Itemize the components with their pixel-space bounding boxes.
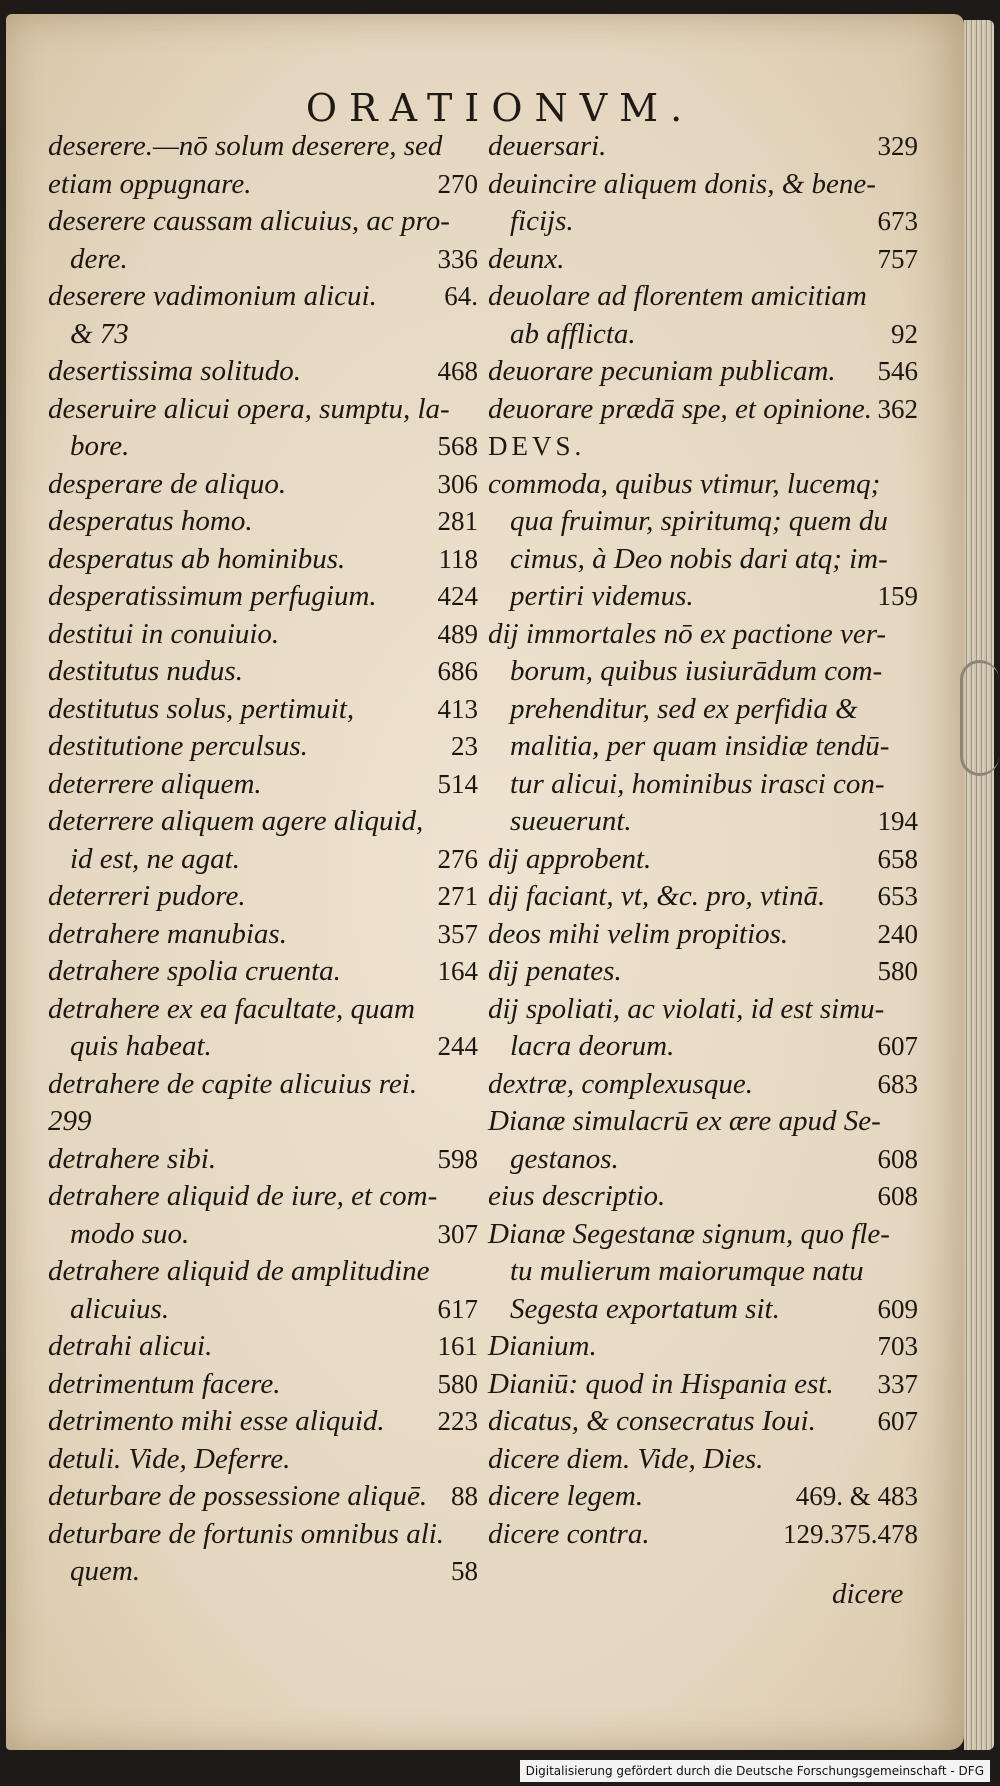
index-entry — [48, 128, 478, 166]
index-entry — [488, 503, 918, 541]
index-entry — [488, 1141, 918, 1179]
index-entry — [48, 728, 478, 766]
entry-page-number: 658 — [877, 843, 918, 874]
entry-text: dicere diem. Vide, Dies. — [488, 1442, 764, 1475]
entry-page-number: 194 — [877, 806, 918, 836]
index-entry — [48, 653, 478, 691]
entry-page-number: 223 — [437, 1406, 478, 1436]
entry-text: deuorare pecuniam publicam. — [488, 355, 836, 387]
entry-text: detrahere manubias. — [48, 917, 287, 950]
entry-page-number: 686 — [437, 656, 478, 686]
index-entry — [488, 541, 918, 579]
entry-page-number: 129.375.478 — [783, 1518, 918, 1549]
entry-text: malitia, per quam insidiæ tendū- — [510, 730, 890, 762]
entry-page-number: 240 — [877, 918, 918, 949]
entry-page-number: 336 — [437, 243, 478, 274]
index-entry — [488, 353, 918, 391]
entry-text: Dianæ Segestanæ signum, quo fle- — [488, 1217, 890, 1250]
index-entry — [48, 1066, 478, 1104]
entry-page-number: 607 — [877, 1406, 918, 1436]
entry-page-number: 413 — [437, 693, 478, 724]
entry-text: detrahere spolia cruenta. — [48, 955, 341, 987]
entry-page-number: 270 — [437, 168, 478, 199]
entry-text: tu mulierum maiorumque natu — [510, 1255, 864, 1287]
entry-text: 299 — [48, 1105, 92, 1137]
entry-page-number: 118 — [438, 543, 478, 574]
entry-text: Dianæ simulacrū ex ære apud Se- — [488, 1105, 881, 1137]
entry-text: tur alicui, hominibus irasci con- — [510, 767, 885, 800]
index-entry — [48, 428, 478, 466]
entry-page-number: 609 — [877, 1293, 918, 1324]
entry-page-number: 281 — [437, 506, 478, 536]
index-column-left — [48, 128, 478, 1591]
index-entry — [488, 803, 918, 841]
entry-page-number: 88 — [451, 1481, 478, 1511]
entry-page-number: 306 — [437, 468, 478, 499]
entry-text: desperare de aliquo. — [48, 467, 287, 500]
entry-page-number: 307 — [437, 1218, 478, 1249]
index-entry — [48, 841, 478, 879]
index-entry — [48, 1028, 478, 1066]
entry-page-number: 673 — [877, 206, 918, 236]
index-entry — [48, 353, 478, 391]
clasp-outline — [960, 660, 999, 776]
entry-page-number: 580 — [437, 1368, 478, 1399]
entry-text: pertiri videmus. — [510, 580, 694, 612]
entry-text: id est, ne agat. — [70, 842, 240, 875]
entry-text: deterreri pudore. — [48, 880, 246, 912]
index-entry — [488, 128, 918, 166]
entry-page-number: 469. & 483 — [795, 1481, 918, 1511]
index-entry — [488, 728, 918, 766]
entry-text: desperatissimum perfugium. — [48, 580, 377, 612]
index-entry — [488, 166, 918, 204]
entry-text: lacra deorum. — [510, 1030, 675, 1062]
page-edges — [964, 20, 994, 1750]
entry-text: deserere vadimonium alicui. — [48, 280, 377, 312]
entry-page-number: 489 — [437, 618, 478, 649]
entry-text: & 73 — [70, 317, 129, 350]
digitization-credit: Digitalisierung gefördert durch die Deutsche Forschungsgemeinschaft - DFG — [520, 1760, 990, 1782]
entry-text: destitui in conuiuio. — [48, 617, 280, 650]
entry-text: Segesta exportatum sit. — [510, 1292, 780, 1325]
index-entry — [48, 1478, 478, 1516]
index-column-right — [488, 128, 918, 1553]
entry-text: dij spoliati, ac violati, id est simu- — [488, 992, 885, 1025]
index-entry — [48, 1366, 478, 1404]
entry-page-number: 161 — [437, 1331, 478, 1361]
index-entry — [48, 1216, 478, 1254]
index-entry — [488, 1103, 918, 1141]
entry-text: deturbare de possessione aliquē. — [48, 1480, 428, 1512]
index-entry — [488, 1028, 918, 1066]
entry-text: detrahere sibi. — [48, 1142, 217, 1175]
index-entry — [488, 916, 918, 954]
entry-text: dij approbent. — [488, 842, 652, 875]
index-entry — [488, 278, 918, 316]
entry-page-number: 357 — [437, 918, 478, 949]
index-entry — [488, 953, 918, 991]
entry-page-number: 683 — [877, 1068, 918, 1099]
entry-text: cimus, à Deo nobis dari atq; im- — [510, 542, 888, 575]
entry-page-number: 64. — [444, 281, 478, 311]
entry-text: deuolare ad florentem amicitiam — [488, 280, 867, 312]
entry-page-number: 329 — [877, 131, 918, 161]
entry-text: deuincire aliquem donis, & bene- — [488, 167, 876, 200]
index-entry — [488, 316, 918, 354]
entry-text: commoda, quibus vtimur, lucemq; — [488, 467, 881, 500]
entry-page-number: 514 — [437, 768, 478, 799]
entry-text: alicuius. — [70, 1292, 170, 1325]
entry-text: destitutus solus, pertimuit, — [48, 692, 355, 725]
entry-page-number: 276 — [437, 843, 478, 874]
entry-text: detrahere ex ea facultate, quam — [48, 992, 415, 1025]
entry-text: deterrere aliquem agere aliquid, — [48, 805, 424, 837]
entry-page-number: 617 — [437, 1293, 478, 1324]
entry-text: gestanos. — [510, 1142, 619, 1175]
index-entry — [48, 503, 478, 541]
entry-page-number: 23 — [451, 731, 478, 761]
entry-page-number: 244 — [437, 1031, 478, 1061]
entry-page-number: 546 — [877, 356, 918, 386]
index-entry — [488, 1328, 918, 1366]
index-entry — [48, 1178, 478, 1216]
index-entry — [48, 1403, 478, 1441]
index-entry — [48, 1253, 478, 1291]
entry-text: dicere legem. — [488, 1480, 644, 1512]
index-entry — [488, 1366, 918, 1404]
index-entry — [488, 653, 918, 691]
index-entry — [48, 278, 478, 316]
index-entry — [48, 541, 478, 579]
index-entry — [48, 616, 478, 654]
entry-text: deuersari. — [488, 130, 607, 162]
catchword: dicere — [832, 1578, 904, 1610]
entry-page-number: 58 — [451, 1556, 478, 1586]
entry-text: detrahere de capite alicuius rei. — [48, 1067, 418, 1100]
entry-text: ab afflicta. — [510, 317, 636, 350]
index-entry — [48, 1553, 478, 1591]
entry-text: prehenditur, sed ex perfidia & — [510, 692, 858, 725]
index-entry — [48, 1516, 478, 1554]
index-entry — [488, 616, 918, 654]
entry-text: deturbare de fortunis omnibus ali. — [48, 1517, 445, 1550]
entry-text: DEVS. — [488, 431, 586, 461]
entry-text: deserere caussam alicuius, ac pro- — [48, 205, 450, 237]
entry-text: sueuerunt. — [510, 805, 632, 837]
entry-text: dicatus, & consecratus Ioui. — [488, 1405, 816, 1437]
index-entry — [48, 878, 478, 916]
entry-page-number: 468 — [437, 356, 478, 386]
index-entry — [488, 691, 918, 729]
index-entry — [48, 1441, 478, 1479]
index-entry — [488, 1253, 918, 1291]
entry-text: dij faciant, vt, &c. pro, vtinā. — [488, 880, 826, 912]
running-header: ORATIONVM. — [305, 86, 695, 130]
index-entry — [48, 241, 478, 279]
index-entry — [48, 1141, 478, 1179]
entry-text: borum, quibus iusiurādum com- — [510, 655, 883, 687]
index-entry — [488, 766, 918, 804]
index-entry — [488, 1478, 918, 1516]
entry-text: desertissima solitudo. — [48, 355, 301, 387]
entry-text: etiam oppugnare. — [48, 167, 252, 200]
entry-text: dij immortales nō ex pactione ver- — [488, 617, 887, 650]
entry-text: deos mihi velim propitios. — [488, 917, 789, 950]
entry-page-number: 568 — [437, 431, 478, 461]
entry-page-number: 92 — [891, 318, 918, 349]
entry-text: dicere contra. — [488, 1517, 650, 1550]
index-entry — [48, 1328, 478, 1366]
entry-text: eius descriptio. — [488, 1180, 666, 1212]
entry-page-number: 362 — [877, 393, 918, 424]
index-entry — [488, 391, 918, 429]
index-entry — [488, 1516, 918, 1554]
entry-text: dere. — [70, 242, 128, 275]
entry-text: deserere.—nō solum deserere, sed — [48, 130, 443, 162]
entry-page-number: 703 — [877, 1331, 918, 1361]
index-entry — [48, 316, 478, 354]
entry-page-number: 757 — [877, 243, 918, 274]
index-entry — [48, 916, 478, 954]
index-entry — [488, 1441, 918, 1479]
entry-text: deseruire alicui opera, sumptu, la- — [48, 392, 450, 425]
entry-text: deuorare prædā spe, et opinione. — [488, 392, 872, 425]
entry-text: detuli. Vide, Deferre. — [48, 1442, 291, 1475]
entry-text: Dianiū: quod in Hispania est. — [488, 1367, 834, 1400]
entry-text: desperatus ab hominibus. — [48, 542, 346, 575]
entry-text: dij penates. — [488, 955, 622, 987]
entry-page-number: 607 — [877, 1031, 918, 1061]
index-entry — [48, 203, 478, 241]
entry-text: quem. — [70, 1555, 141, 1587]
entry-text: qua fruimur, spiritumq; quem du — [510, 505, 888, 537]
entry-text: ficijs. — [510, 205, 574, 237]
index-entry — [488, 878, 918, 916]
index-entry — [48, 691, 478, 729]
index-entry — [48, 953, 478, 991]
index-entry — [488, 466, 918, 504]
index-entry — [48, 391, 478, 429]
index-entry — [48, 578, 478, 616]
entry-page-number: 608 — [877, 1181, 918, 1211]
entry-page-number: 424 — [437, 581, 478, 611]
entry-page-number: 164 — [437, 956, 478, 986]
entry-text: destitutus nudus. — [48, 655, 243, 687]
index-entry — [488, 1066, 918, 1104]
entry-text: destitutione perculsus. — [48, 730, 308, 762]
entry-page-number: 271 — [437, 881, 478, 911]
index-entry — [488, 1403, 918, 1441]
index-entry — [488, 428, 918, 466]
entry-page-number: 608 — [877, 1143, 918, 1174]
entry-page-number: 653 — [877, 881, 918, 911]
index-entry — [488, 1216, 918, 1254]
entry-text: detrahere aliquid de iure, et com- — [48, 1180, 438, 1212]
entry-text: detrimentum facere. — [48, 1367, 281, 1400]
index-entry — [48, 166, 478, 204]
entry-text: deunx. — [488, 242, 565, 275]
entry-text: detrahere aliquid de amplitudine — [48, 1255, 430, 1287]
index-entry — [48, 991, 478, 1029]
index-entry — [488, 991, 918, 1029]
entry-page-number: 159 — [877, 581, 918, 611]
index-entry — [488, 841, 918, 879]
index-entry — [488, 203, 918, 241]
index-entry — [48, 1103, 478, 1141]
index-entry — [488, 1178, 918, 1216]
index-entry — [48, 803, 478, 841]
entry-page-number: 598 — [437, 1143, 478, 1174]
index-entry — [488, 241, 918, 279]
index-entry — [488, 1291, 918, 1329]
entry-text: Dianium. — [488, 1330, 597, 1362]
entry-text: quis habeat. — [70, 1030, 212, 1062]
entry-text: detrimento mihi esse aliquid. — [48, 1405, 385, 1437]
entry-text: dextræ, complexusque. — [488, 1067, 753, 1100]
entry-text: deterrere aliquem. — [48, 767, 262, 800]
entry-page-number: 580 — [877, 956, 918, 986]
index-entry — [48, 1291, 478, 1329]
entry-text: detrahi alicui. — [48, 1330, 213, 1362]
entry-page-number: 337 — [877, 1368, 918, 1399]
entry-text: modo suo. — [70, 1217, 190, 1250]
index-entry — [488, 578, 918, 616]
entry-text: bore. — [70, 430, 130, 462]
index-entry — [48, 466, 478, 504]
entry-text: desperatus homo. — [48, 505, 253, 537]
index-entry — [48, 766, 478, 804]
